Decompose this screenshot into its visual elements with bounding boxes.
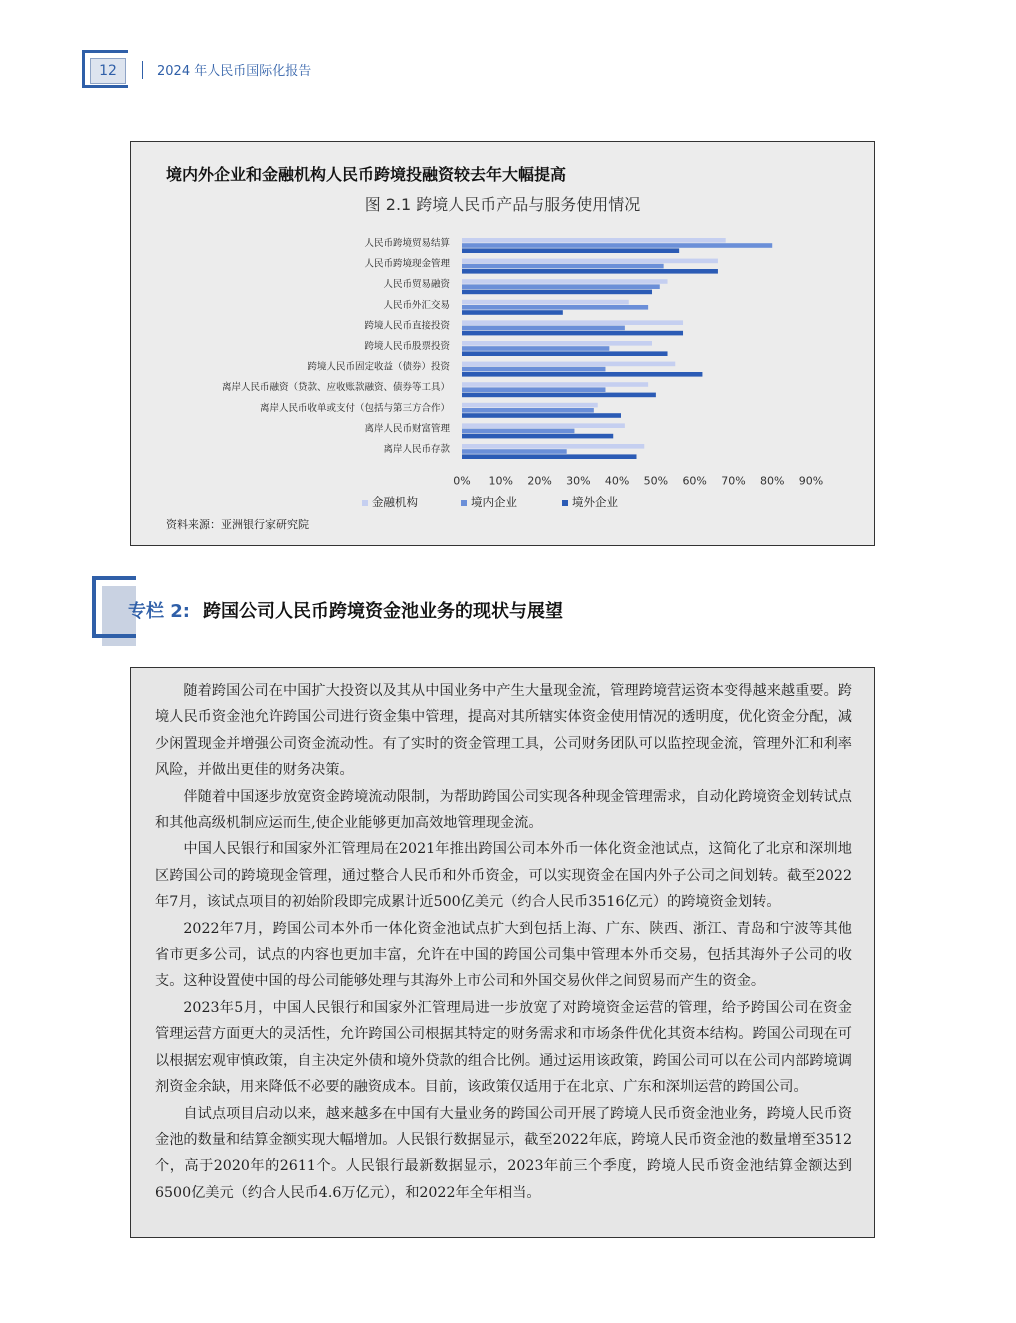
category-label: 跨境人民币直接投资 bbox=[364, 320, 450, 332]
page-number-frame bbox=[82, 50, 130, 90]
bar bbox=[462, 367, 605, 372]
bar bbox=[462, 310, 563, 315]
bar bbox=[462, 444, 644, 449]
x-tick-label: 30% bbox=[566, 474, 591, 488]
category-label: 人民币贸易融资 bbox=[383, 279, 450, 291]
chart-box bbox=[130, 141, 875, 546]
bar bbox=[462, 300, 629, 305]
legend-swatch bbox=[461, 500, 467, 506]
header-title: 2024 年人民币国际化报告 bbox=[157, 64, 312, 79]
x-tick-label: 60% bbox=[682, 474, 707, 488]
bar bbox=[462, 341, 652, 346]
x-tick-label: 40% bbox=[604, 474, 630, 488]
x-tick-label: 90% bbox=[798, 474, 824, 488]
text-box bbox=[130, 667, 875, 1238]
bar bbox=[462, 382, 648, 387]
legend-label: 境内企业 bbox=[471, 495, 517, 509]
bar bbox=[462, 423, 625, 428]
box-label: 专栏 2: bbox=[128, 601, 190, 622]
bar bbox=[462, 243, 772, 248]
category-label: 跨境人民币股票投资 bbox=[364, 341, 450, 352]
bar bbox=[462, 362, 675, 367]
bar bbox=[462, 351, 668, 356]
x-tick-label: 0% bbox=[453, 474, 471, 488]
category-label: 人民币外汇交易 bbox=[383, 299, 450, 311]
page-number: 12 bbox=[90, 58, 126, 84]
bar bbox=[462, 434, 613, 439]
bar bbox=[462, 320, 683, 325]
paragraph: 2022年7月，跨国公司本外币一体化资金池试点扩大到包括上海、广东、陕西、浙江、青岛和宁波等其他省市更多公司，试点的内容也更加丰富，允许在中国的跨国公司集中管理本外币交易，包括其海外子公司的收支。这种设置使中国的母公司能够处理与其海外上市公司和外国交易伙伴之间贸易而产生的资金。 bbox=[155, 920, 852, 990]
bar bbox=[462, 346, 609, 351]
bar bbox=[462, 269, 718, 274]
bar bbox=[462, 403, 598, 408]
bar bbox=[462, 238, 726, 243]
header-separator bbox=[142, 61, 143, 79]
bar bbox=[462, 248, 679, 253]
legend-label: 境外企业 bbox=[572, 495, 618, 509]
x-tick-label: 70% bbox=[721, 474, 746, 488]
bar bbox=[462, 326, 625, 331]
chart-heading: 境内外企业和金融机构人民币跨境投融资较去年大幅提高 bbox=[166, 165, 567, 184]
bar bbox=[462, 387, 605, 392]
bar-chart bbox=[131, 142, 874, 545]
x-tick-label: 50% bbox=[643, 474, 669, 488]
bar bbox=[462, 449, 567, 454]
paragraph: 自试点项目启动以来，越来越多在中国有大量业务的跨国公司开展了跨境人民币资金池业务，跨境人民币资金池的数量和结算金额实现大幅增加。人民银行数据显示，截至2022年底，跨境人民币资金池的数量增至3512个，高于2020年的2611个。人民银行最新数据显示，2023年前三个季度，跨境人民币资金池结算金额达到6500亿美元（约合人民币4.6万亿元），和2022年全年相当。 bbox=[155, 1105, 852, 1201]
chart-source: 资料来源：亚洲银行家研究院 bbox=[166, 518, 309, 531]
bar bbox=[462, 331, 683, 336]
bar bbox=[462, 413, 621, 418]
x-tick-label: 20% bbox=[527, 474, 552, 488]
bar bbox=[462, 259, 718, 264]
category-label: 跨境人民币固定收益（债券）投资 bbox=[307, 361, 450, 373]
category-label: 离岸人民币收单或支付（包括与第三方合作） bbox=[259, 402, 450, 414]
bar bbox=[462, 429, 574, 434]
paragraph: 2023年5月，中国人民银行和国家外汇管理局进一步放宽了对跨境资金运营的管理，给予跨国公司在资金管理运营方面更大的灵活性，允许跨国公司根据其特定的财务需求和市场条件优化其资本结构。跨国公司现在可以根据宏观审慎政策，自主决定外债和境外贷款的组合比例。通过运用该政策，跨国公司可以在公司内部跨境调剂资金余缺，用来降低不必要的融资成本。目前，该政策仅适用于在北京、广东和深圳运营的跨国公司。 bbox=[155, 999, 852, 1096]
legend-label: 金融机构 bbox=[372, 495, 418, 509]
legend-swatch bbox=[562, 500, 568, 506]
paragraph: 伴随着中国逐步放宽资金跨境流动限制，为帮助跨国公司实现各种现金管理需求，自动化跨境资金划转试点和其他高级机制应运而生,使企业能够更加高效地管理现金流。 bbox=[155, 788, 852, 832]
x-tick-label: 10% bbox=[488, 474, 514, 488]
category-label: 离岸人民币存款 bbox=[383, 444, 450, 455]
paragraph: 随着跨国公司在中国扩大投资以及其从中国业务中产生大量现金流，管理跨境营运资本变得越来越重要。跨境人民币资金池允许跨国公司进行资金集中管理，提高对其所辖实体资金使用情况的透明度，优化资金分配，减少闲置现金并增强公司资金流动性。有了实时的资金管理工具，公司财务团队可以监控现金流，管理外汇和利率风险，并做出更佳的财务决策。 bbox=[155, 683, 852, 779]
bar bbox=[462, 290, 652, 295]
bar bbox=[462, 264, 664, 269]
paragraph: 中国人民银行和国家外汇管理局在2021年推出跨国公司本外币一体化资金池试点，这简化了北京和深圳地区跨国公司的跨境现金管理，通过整合人民币和外币资金，可以实现资金在国内外子公司之间划转。截至2022年7月，该试点项目的初始阶段即完成累计近500亿美元（约合人民币3516亿元）的跨境资金划转。 bbox=[155, 841, 852, 911]
bar bbox=[462, 279, 668, 284]
box-title: 跨国公司人民币跨境资金池业务的现状与展望 bbox=[203, 601, 563, 622]
category-label: 离岸人民币财富管理 bbox=[364, 423, 450, 435]
bar bbox=[462, 454, 637, 459]
bar bbox=[462, 372, 702, 377]
category-label: 离岸人民币融资（贷款、应收账款融资、债券等工具） bbox=[221, 382, 450, 394]
category-label: 人民币跨境贸易结算 bbox=[364, 238, 450, 249]
chart-title: 图 2.1 跨境人民币产品与服务使用情况 bbox=[364, 195, 641, 214]
x-tick-label: 80% bbox=[759, 474, 785, 488]
bar bbox=[462, 393, 656, 398]
category-label: 人民币跨境现金管理 bbox=[364, 258, 450, 270]
bar bbox=[462, 284, 660, 289]
legend-swatch bbox=[362, 500, 368, 506]
bar bbox=[462, 408, 594, 413]
bar bbox=[462, 305, 648, 310]
